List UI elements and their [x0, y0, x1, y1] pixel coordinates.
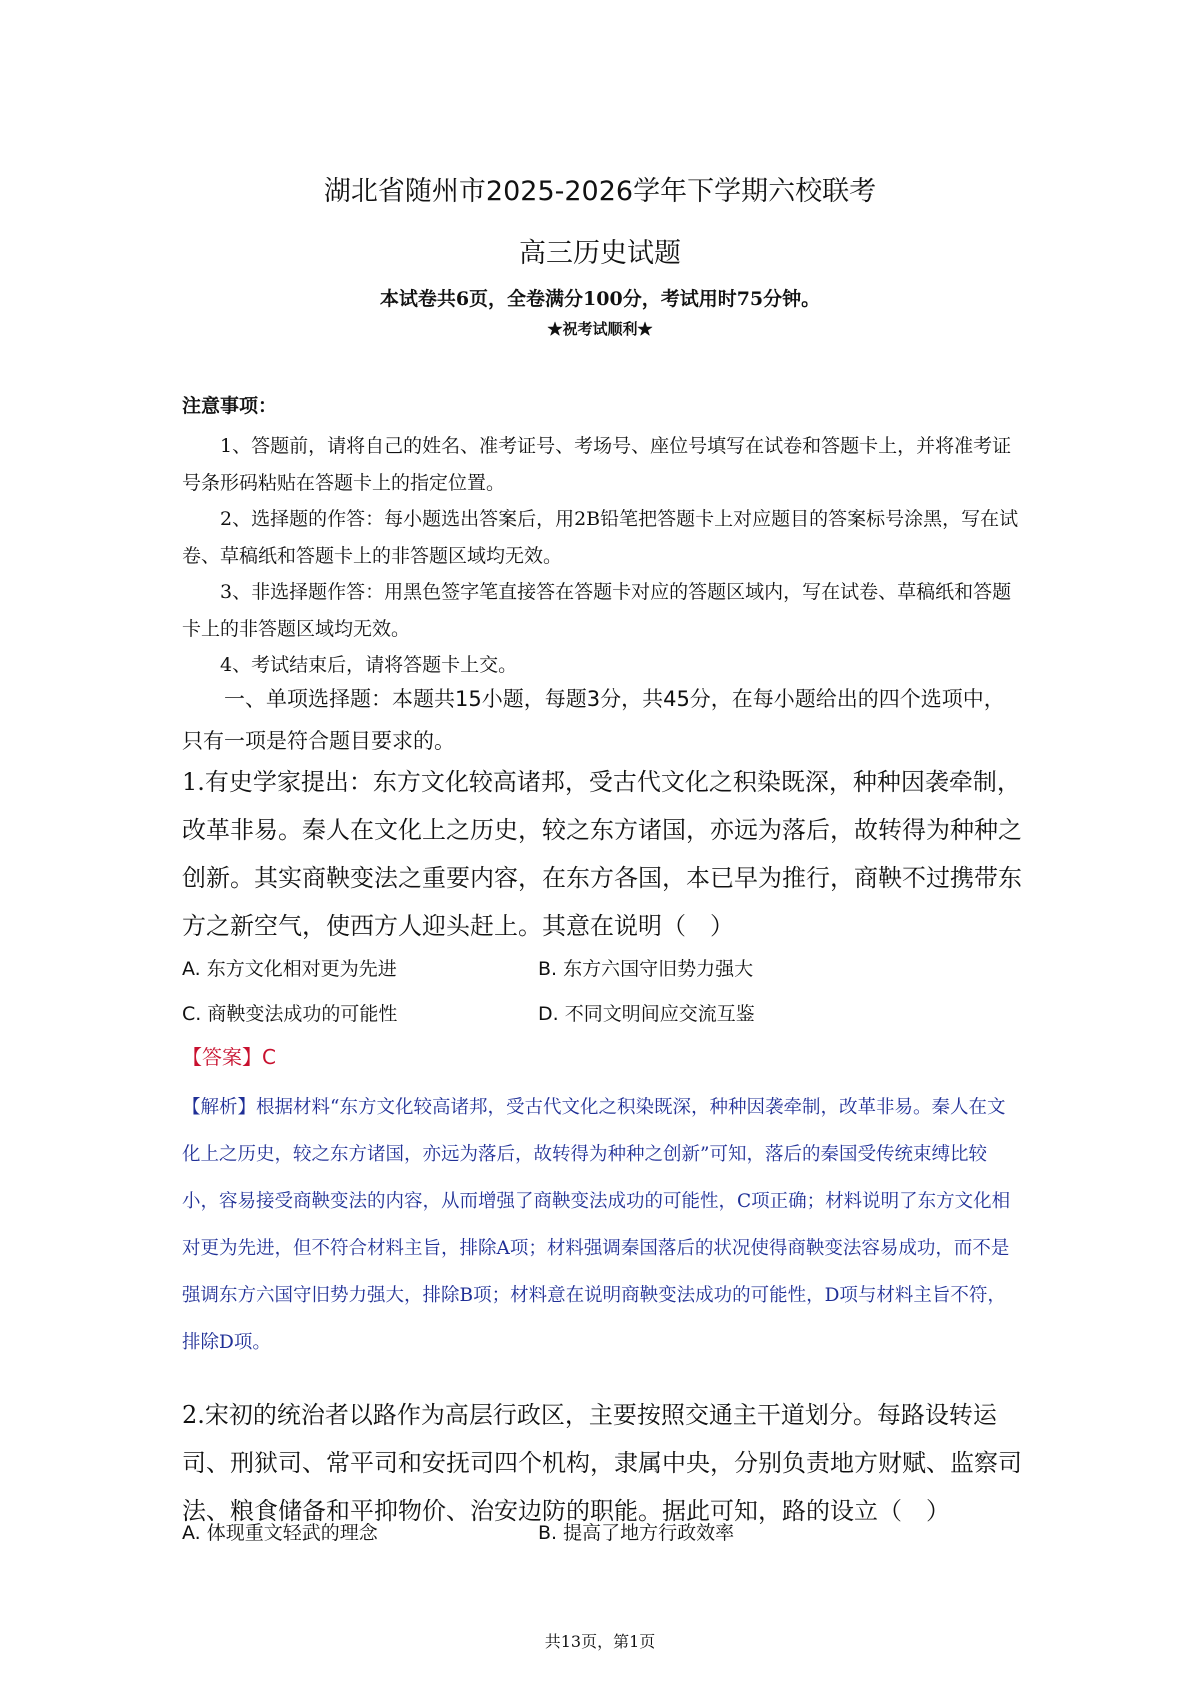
exam-meta: 本试卷共6页，全卷满分100分，考试用时75分钟。 — [379, 288, 821, 310]
analysis — [182, 1084, 1022, 1366]
note-item: 4、考试结束后，请将答题卡上交。 — [220, 654, 518, 676]
question-2 — [182, 1391, 1022, 1535]
page-footer: 共13页，第1页 — [544, 1632, 656, 1651]
note-item: 2、选择题的作答：每小题选出答案后，用2B铅笔把答题卡上对应题目的答案标号涂黑，写在试卷、草稿纸和答题卡上的非答题区域均无效。 — [182, 508, 1019, 567]
option-b[interactable]: B. 东方六国守旧势力强大 — [538, 958, 754, 980]
note-item: 3、非选择题作答：用黑色签字笔直接答在答题卡对应的答题区域内，写在试卷、草稿纸和答题卡上的非答题区域均无效。 — [182, 581, 1012, 640]
exam-subtitle: 高三历史试题 — [519, 238, 681, 269]
note-item: 1、答题前，请将自己的姓名、准考证号、考场号、座位号填写在试卷和答题卡上，并将准考证号条形码粘贴在答题卡上的指定位置。 — [182, 435, 1012, 494]
notes-title: 注意事项： — [182, 395, 278, 417]
question-1-stem: 1.有史学家提出：东方文化较高诸邦，受古代文化之积染既深，种种因袭牵制，改革非易。秦人在文化上之历史，较之东方诸国，亦远为落后，故转得为种种之创新。其实商鞅变法之重要内容，在东方各国，本已早为推行，商鞅不过携带东方之新空气，使西方人迎头赶上。其意在说明（ ） — [182, 768, 1022, 940]
exam-wish: ★祝考试顺利★ — [547, 320, 653, 338]
analysis-text: 【解析】根据材料“东方文化较高诸邦，受古代文化之积染既深，种种因袭牵制，改革非易。秦人在文化上之历史，较之东方诸国，亦远为落后，故转得为种种之创新”可知，落后的秦国受传统束缚比较小，容易接受商鞅变法的内容，从而增强了商鞅变法成功的可能性，C项正确；材料说明了东方文化相对更为先进，但不符合材料主旨，排除A项；材料强调秦国落后的状况使得商鞅变法容易成功，而不是强调东方六国守旧势力强大，排除B项；材料意在说明商鞅变法成功的可能性，D项与材料主旨不符，排除D项。 — [182, 1097, 1011, 1353]
question-2-stem: 2.宋初的统治者以路作为高层行政区，主要按照交通主干道划分。每路设转运司、刑狱司、常平司和安抚司四个机构，隶属中央，分别负责地方财赋、监察司法、粮食储备和平抑物价、治安边防的职能。据此可知，路的设立（ ） — [182, 1401, 1022, 1525]
section-heading-text: 一、单项选择题：本题共15小题，每题3分，共45分，在每小题给出的四个选项中，只有一项是符合题目要求的。 — [182, 687, 1005, 753]
option-c[interactable]: C. 商鞅变法成功的可能性 — [182, 1003, 398, 1025]
section-heading — [182, 678, 1022, 762]
option-b[interactable]: B. 提高了地方行政效率 — [538, 1522, 735, 1544]
answer-label: 【答案】C — [182, 1045, 276, 1069]
option-a[interactable]: A. 体现重文轻武的理念 — [182, 1522, 378, 1544]
exam-title: 湖北省随州市2025-2026学年下学期六校联考 — [323, 176, 877, 207]
option-a[interactable]: A. 东方文化相对更为先进 — [182, 958, 397, 980]
option-d[interactable]: D. 不同文明间应交流互鉴 — [538, 1003, 755, 1025]
question-1 — [182, 758, 1022, 950]
notes-list — [182, 428, 1022, 684]
